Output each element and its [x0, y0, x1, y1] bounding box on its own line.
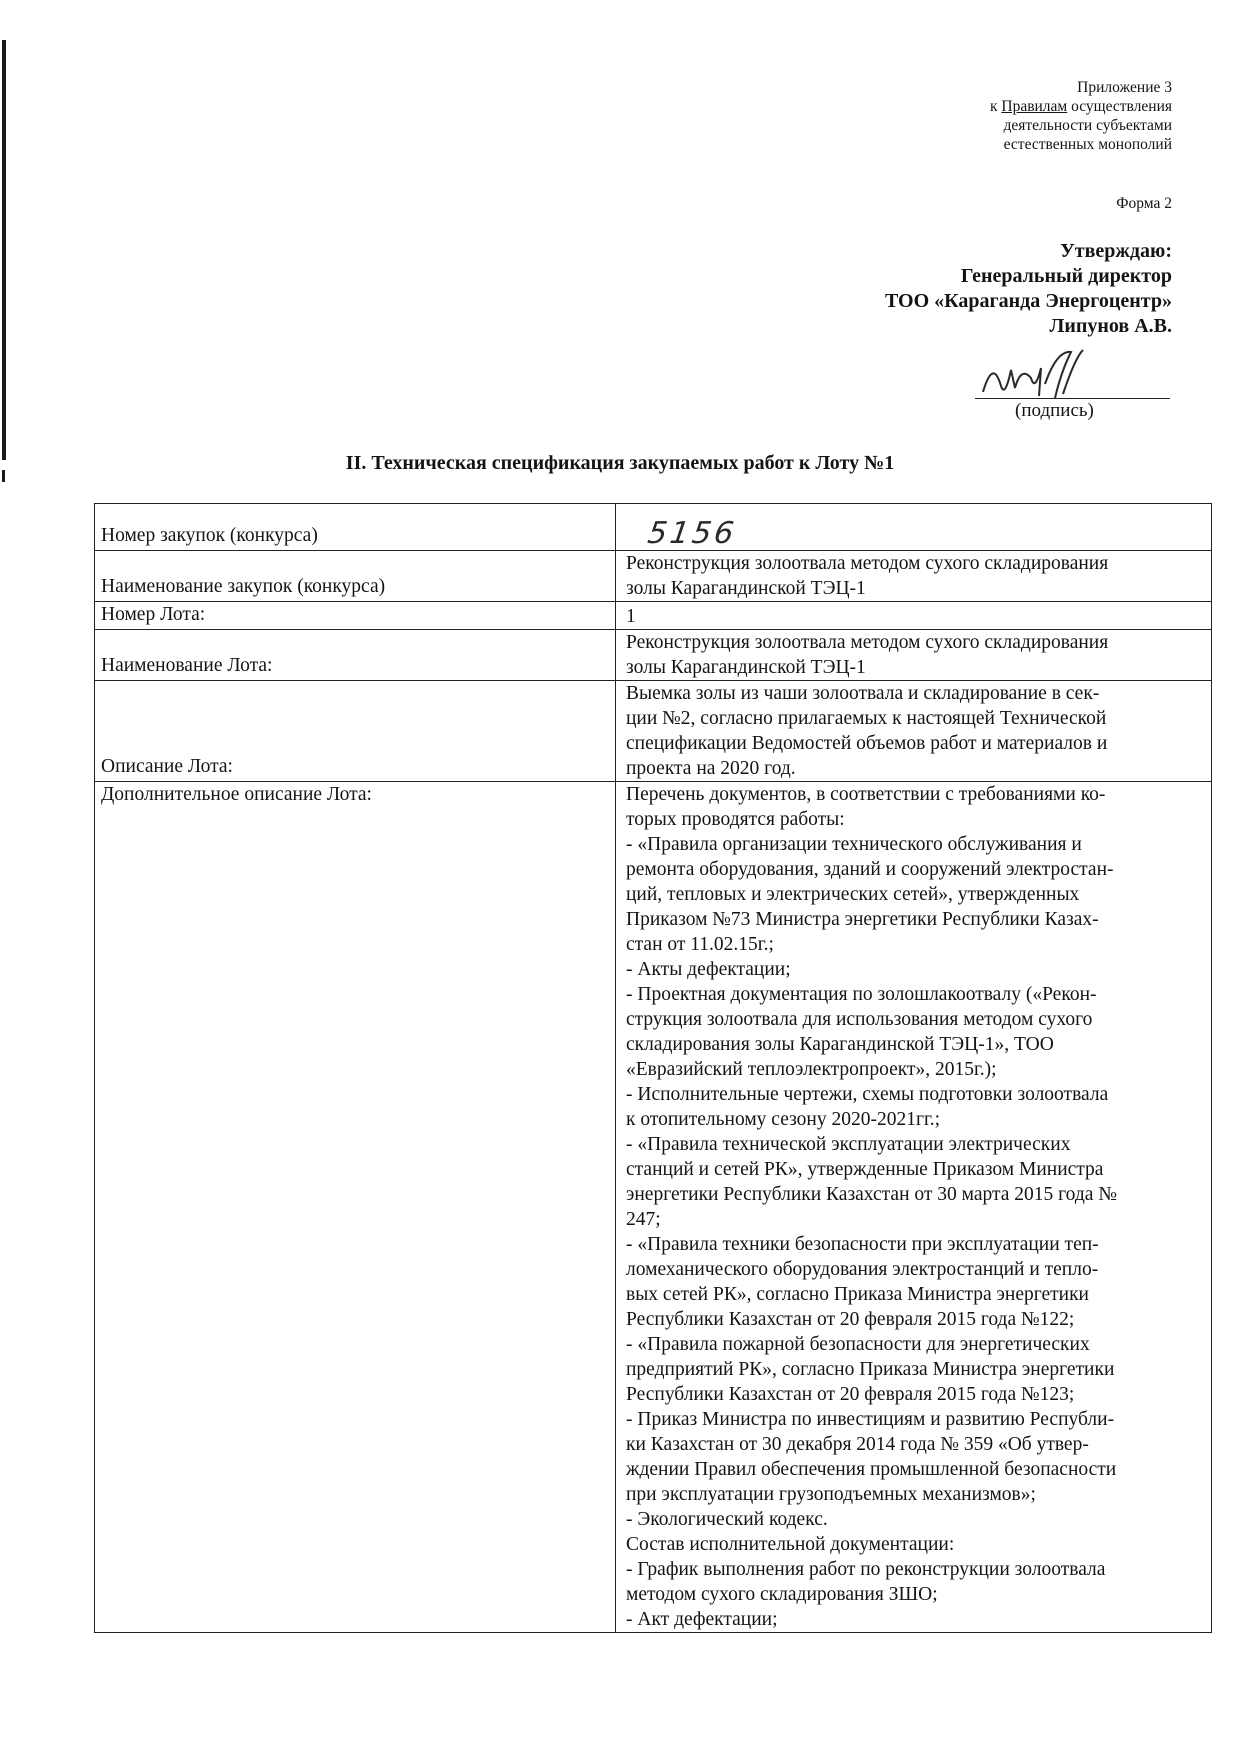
lot-number-label: Номер Лота: — [95, 602, 616, 630]
appendix-header — [990, 78, 1172, 154]
appendix-rules-line: к Правилам осуществления — [989, 98, 1172, 115]
table-row — [95, 602, 1212, 630]
procurement-number-handwritten: 5156 — [645, 516, 739, 551]
appendix-number: Приложение 3 — [1077, 79, 1172, 96]
table-row — [95, 681, 1212, 782]
specification-table — [94, 503, 1212, 1633]
approver-position: Генеральный директор — [960, 265, 1172, 287]
signature-area — [975, 348, 1175, 428]
signature-line — [975, 398, 1170, 399]
signature-caption: (подпись) — [1015, 400, 1094, 421]
approver-name: Липунов А.В. — [1049, 315, 1172, 337]
approver-company: ТОО «Караганда Энергоцентр» — [884, 290, 1172, 312]
procurement-name-label: Наименование закупок (конкурса) — [95, 551, 616, 602]
appendix-line-4: естественных монополий — [1003, 136, 1172, 153]
lot-number-value: 1 — [616, 602, 1212, 630]
table-row — [95, 630, 1212, 681]
scan-edge-mark — [2, 40, 6, 460]
table-row — [95, 782, 1212, 1633]
table-row — [95, 504, 1212, 551]
additional-description-value: Перечень документов, в соответствии с требованиями ко- торых проводятся работы: - «Правила организации технического обслуживания и ремонта оборудования, зданий и сооружений электростан- ций, тепловых и электрических сетей», утвержденных Приказом №73 Министра энергетики Республики Казах- стан от 11.02.15г.; - Акты дефектации; - Проектная документация по золошлакоотвалу («Рекон- струкция золоотвала для использования методом сухого складирования золы Карагандинской ТЭЦ-1», ТОО «Евразийский теплоэлектропроект», 2015г.); - Исполнительные чертежи, схемы подготовки золоотвала к отопительному сезону 2020-2021гг.; - «Правила технической эксплуатации электрических станций и сетей РК», утвержденные Приказом Министра энергетики Республики Казахстан от 30 марта 2015 года № 247; - «Правила техники безопасности при эксплуатации теп- ломеханического оборудования электростанций и тепло- вых сетей РК», согласно Приказа Министра энергетики Республики Казахстан от 20 февраля 2015 года №122; - «Правила пожарной безопасности для энергетических предприятий РК», согласно Приказа Министра энергетики Республики Казахстан от 20 февраля 2015 года №123; - Приказ Министра по инвестициям и развитию Республи- ки Казахстан от 30 декабря 2014 года № 359 «Об утвер- ждении Правил обеспечения промышленной безопасности при эксплуатации грузоподъемных механизмов»; - Экологический кодекс. Состав исполнительной документации: - График выполнения работ по реконструкции золоотвала методом сухого складирования ЗШО; - Акт дефектации; — [616, 782, 1212, 1633]
lot-description-value: Выемка золы из чаши золоотвала и складирование в сек- ции №2, согласно прилагаемых к настоящей Технической спецификации Ведомостей объемов работ и материалов и проекта на 2020 год. — [616, 681, 1212, 782]
lot-name-value: Реконструкция золоотвала методом сухого складирования золы Карагандинской ТЭЦ-1 — [616, 630, 1212, 681]
appendix-line-3: деятельности субъектами — [1003, 117, 1172, 134]
additional-description-label: Дополнительное описание Лота: — [95, 782, 616, 1633]
lot-name-label: Наименование Лота: — [95, 630, 616, 681]
approval-block — [885, 239, 1172, 339]
rules-link[interactable]: Правилам — [1001, 98, 1068, 115]
procurement-number-label: Номер закупок (конкурса) — [95, 504, 616, 551]
procurement-name-value: Реконструкция золоотвала методом сухого складирования золы Карагандинской ТЭЦ-1 — [616, 551, 1212, 602]
approve-heading: Утверждаю: — [1060, 240, 1172, 262]
lot-description-label: Описание Лота: — [95, 681, 616, 782]
signature-scribble — [975, 348, 1095, 404]
form-label: Форма 2 — [1116, 195, 1172, 212]
table-row — [95, 551, 1212, 602]
document-title: II. Техническая спецификация закупаемых работ к Лоту №1 — [345, 452, 895, 474]
procurement-number-value — [616, 504, 1212, 551]
